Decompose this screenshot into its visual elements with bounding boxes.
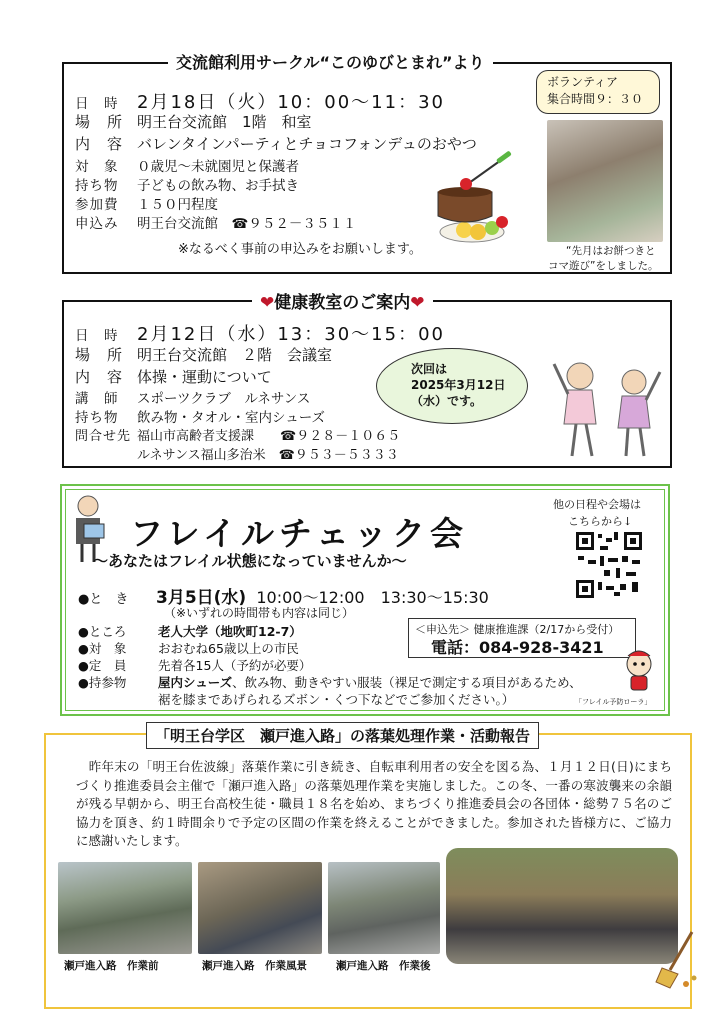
mascot-icon [616, 648, 662, 694]
qr-code-icon[interactable] [574, 530, 644, 600]
health-row-content: 内 容 体操・運動について [75, 368, 272, 386]
health-row-contact-2: ルネサンス福山多治米 ☎９５３－５３３３ [137, 448, 399, 463]
circle-row-apply: 申込み 明王台交流館 ☎９５２－３５１１ [75, 216, 357, 232]
frail-when-note: （※いずれの時間帯も内容は同じ） [164, 606, 355, 620]
circle-row-target: 対 象 ０歳児～未就園児と保護者 [75, 159, 299, 175]
health-row-contact: 問合せ先 福山市高齢者支援課 ☎９２８－１０６５ [75, 429, 401, 444]
photo-working [198, 862, 322, 954]
leaves-title: 「明王台学区 瀬戸進入路」の落葉処理作業・活動報告 [146, 722, 539, 749]
frail-items: ●持参物 屋内シューズ、飲み物、動きやすい服装（裸足で測定する項目があるため、 [78, 675, 582, 690]
frail-apply-line: ＜申込先＞ 健康推進課（2/17から受付） [415, 623, 620, 636]
circle-row-items: 持ち物 子どもの飲み物、お手拭き [75, 178, 299, 194]
heart-icon: ❤ [260, 293, 275, 313]
circle-activity-photo [547, 120, 663, 242]
volunteer-time: 集合時間９：３０ [547, 92, 644, 106]
frail-capacity: ●定 員 先着各15人（予約が必要） [78, 658, 312, 673]
frail-when: ●と き 3月5日(水) 10:00～12:00 13:30～15:30 [78, 588, 489, 608]
circle-title: 交流館利用サークル“このゆびとまれ”より [168, 50, 493, 73]
next-date-bubble: 次回は 2025年3月12日 （水）です。 [376, 348, 528, 424]
frail-apply-box [408, 618, 636, 658]
mascot-caption: 「フレイル予防ローラ」 [575, 698, 652, 706]
heart-icon: ❤ [410, 293, 425, 313]
health-row-date: 日 時 2月12日（水）13：30～15：00 [75, 324, 445, 345]
frail-place: ●ところ 老人大学（地吹町12-7） [78, 624, 302, 639]
circle-photo-caption-1: “先月はお餅つきと [566, 245, 656, 257]
circle-row-content: 内 容 バレンタインパーティとチョコフォンデュのおやつ [75, 135, 477, 153]
caption-after: 瀬戸進入路 作業後 [336, 960, 431, 972]
qr-note-1: 他の日程や会場は [553, 498, 641, 511]
health-row-place: 場 所 明王台交流館 ２階 会議室 [75, 346, 333, 364]
chocolate-fondue-icon [432, 150, 532, 250]
health-title: 健康教室のご案内 [274, 293, 411, 313]
exercising-seniors-icon [548, 352, 666, 462]
frail-title: フレイルチェック会 [130, 514, 469, 553]
circle-row-date: 日 時 2月18日（火）10：00～11：30 [75, 92, 445, 113]
photo-before [58, 862, 192, 954]
volunteer-label: ボランティア [547, 75, 619, 89]
circle-photo-caption-2: コマ遊び”をしました。 [548, 260, 659, 272]
qr-note-2: こちらから↓ [568, 515, 633, 528]
frail-target: ●対 象 おおむね65歳以上の市民 [78, 641, 299, 656]
caption-before: 瀬戸進入路 作業前 [64, 960, 159, 972]
health-title-wrap [252, 288, 433, 313]
broom-icon [652, 930, 702, 990]
caption-working: 瀬戸進入路 作業風景 [202, 960, 307, 972]
health-row-items: 持ち物 飲み物・タオル・室内シューズ [75, 410, 326, 426]
frail-items-2: 裾を膝まであげられるズボン・くつ下などでご参加ください。） [158, 692, 515, 707]
health-row-instructor: 講 師 スポーツクラブ ルネサンス [75, 391, 311, 407]
photo-after [328, 862, 440, 954]
leaves-body: 昨年末の「明王台佐波線」落葉作業に引き続き、自転車利用者の安全を図る為、１月１２日(日)にまちづくり推進委員会主催で「瀬戸進入路」の落葉処理作業を実施しました。この冬、一番の寒波襲来の余韻が残る早朝から、明王台高校生徒・職員１８名を始め、まちづくり推進委員会の各団体・総勢７５名のご協力を頂き、約１時間余りで予定の区間の作業を終えることができました。参加された皆様方に、ご協力に感謝いたします。 [76, 759, 672, 848]
frail-subtitle: ～あなたはフレイル状態になっていませんか～ [93, 552, 407, 570]
photo-group [446, 848, 678, 964]
circle-note: ※なるべく事前の申込みをお願いします。 [178, 242, 422, 257]
circle-row-fee: 参加費 １５０円程度 [75, 197, 218, 213]
volunteer-bubble [536, 70, 660, 114]
circle-row-place: 場 所 明王台交流館 1階 和室 [75, 113, 312, 131]
frail-phone: 電話：084-928-3421 [431, 638, 604, 657]
